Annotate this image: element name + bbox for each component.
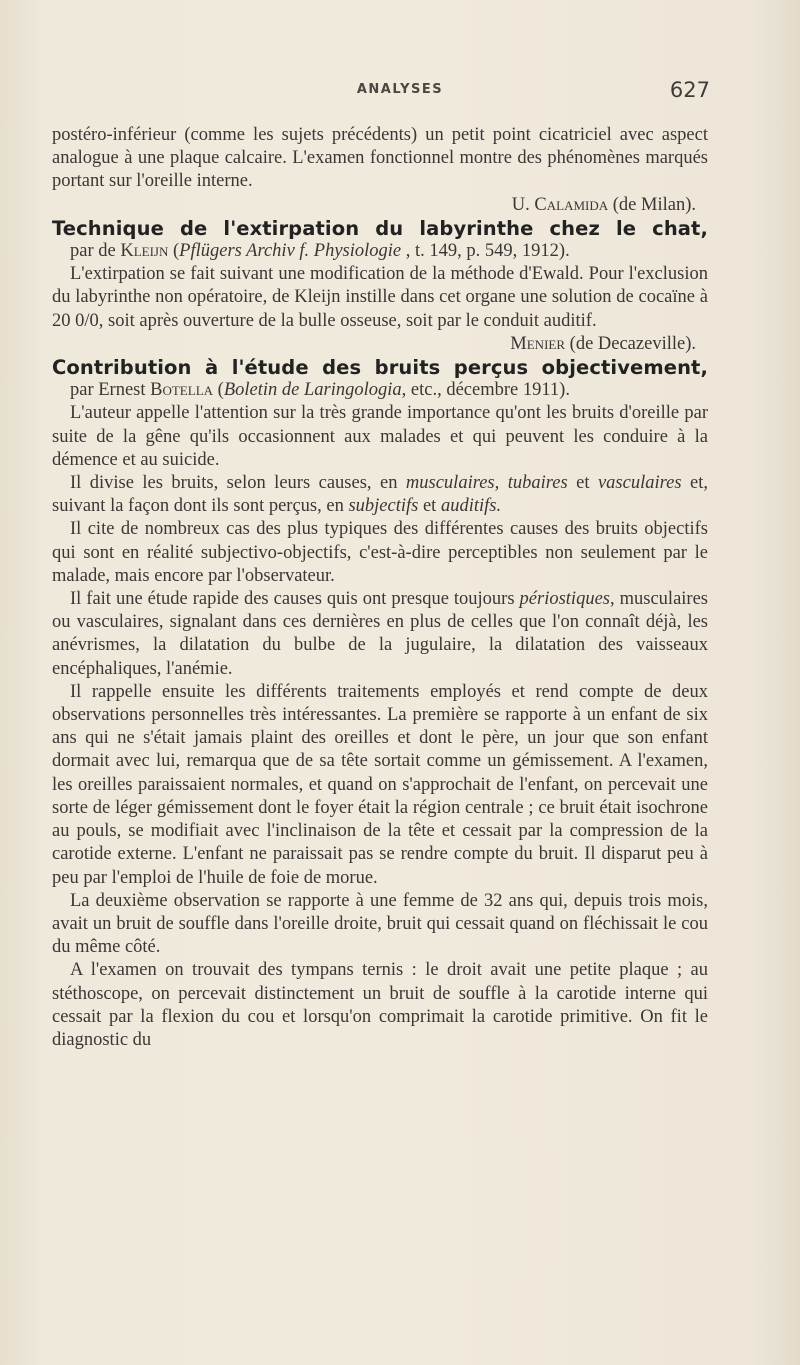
article-title: Technique de l'extirpation du labyrinthe chez le chat,: [52, 216, 708, 240]
signature-calamida: [52, 194, 708, 217]
page-body: [52, 124, 708, 1052]
italic-term: subjectifs: [348, 496, 419, 517]
page-number: 627: [669, 78, 710, 102]
paragraph: [52, 472, 708, 518]
paragraph: A l'examen on trouvait des tympans ternis : le droit avait une petite plaque ; au stéthoscope, on percevait distinctement un bruit de souffle à la carotide interne qui cessait par la flexion du cou et lorsqu'on comprimait la carotide primitive. On fit le diagnostic du: [52, 960, 708, 1050]
text-run: Il fait une étude rapide des causes quis ont presque toujours: [70, 589, 520, 610]
article-author: Botella: [150, 380, 214, 401]
article-title: Contribution à l'étude des bruits perçus objectivement,: [52, 356, 708, 380]
paragraph: La deuxième observation se rapporte à une femme de 32 ans qui, depuis trois mois, avait un bruit de souffle dans l'oreille droite, bruit qui cessait quand on fléchissait le cou du même côté.: [52, 890, 708, 958]
article-author: Kleijn: [120, 241, 169, 262]
text-run: et: [418, 496, 441, 517]
byline-prefix: par Ernest: [70, 380, 151, 401]
text-run: Il divise les bruits, selon leurs causes, en: [70, 473, 406, 494]
italic-term: musculaires, tubaires: [405, 473, 568, 494]
article-heading-bruits: [52, 356, 708, 402]
journal-name: Pflügers Archiv f. Physiologie: [179, 241, 402, 262]
signature-name: Calamida: [534, 194, 609, 215]
page-header: [0, 78, 800, 102]
signature-place: (de Decazeville).: [565, 333, 696, 354]
paren-open: (: [213, 380, 224, 401]
article-byline: [52, 241, 570, 261]
italic-term: auditifs.: [440, 496, 502, 517]
signature-initial: U.: [511, 194, 535, 215]
text-run: et, suivant la façon dont ils sont perçus, en: [52, 473, 708, 517]
italic-term: vasculaires: [597, 473, 682, 494]
paren-open: (: [168, 241, 180, 262]
italic-term: périostiques: [519, 589, 610, 610]
paragraph: Il cite de nombreux cas des plus typiques des différentes causes des bruits objectifs qui sont en réalité subjectivo-objectifs, c'est-à-dire perceptibles non seulement par le malade, mais encore par l'observateur.: [52, 519, 708, 586]
article-byline: [52, 380, 570, 400]
text-run: et: [567, 473, 598, 494]
paragraph: L'auteur appelle l'attention sur la très grande importance qu'ont les bruits d'oreille par suite de la gêne qu'ils occasionnent aux malades et qui peuvent les conduire à la démence et au suicide.: [52, 403, 708, 470]
paragraph-continued: postéro-inférieur (comme les sujets précédents) un petit point cicatriciel avec aspect analogue à une plaque calcaire. L'examen fonctionnel montre des phénomènes marqués portant sur l'oreille interne.: [52, 125, 708, 192]
signature-name: Menier: [510, 333, 566, 354]
journal-reference: , t. 149, p. 549, 1912).: [401, 241, 570, 262]
article-heading-labyrinthe: [52, 217, 708, 263]
journal-name: Boletin de Laringologia: [223, 380, 402, 401]
signature-menier: [52, 333, 708, 356]
text-run: , musculaires ou vasculaires, signalant dans ces dernières en plus de celles que l'on connaît déjà, les anévrismes, la dilatation du bulbe de la jugulaire, la dilatation des vaisseaux encéphaliques, l'anémie.: [52, 589, 708, 679]
journal-reference: , etc., décembre 1911).: [401, 380, 570, 401]
paragraph: [52, 588, 708, 681]
signature-place: (de Milan).: [608, 194, 696, 215]
paragraph: Il rappelle ensuite les différents traitements employés et rend compte de deux observations personnelles très intéressantes. La première se rapporte à un enfant de six ans qui ne s'était jamais plaint des oreilles et dont le père, un jour que son enfant dormait avec lui, remarqua que de sa tête sortait comme un gémissement. A l'examen, les oreilles paraissaient normales, et quand on s'approchait de l'enfant, on percevait une sorte de léger gémissement dont le foyer était la région centrale ; ce bruit était isochrone au pouls, se modifiait avec l'inclinaison de la tête et cessait par la compression de la carotide externe. L'enfant ne paraissait pas se rendre compte du bruit. Il disparut peu à peu par l'emploi de l'huile de foie de morue.: [52, 681, 708, 888]
byline-prefix: par de: [70, 241, 121, 262]
paragraph: L'extirpation se fait suivant une modification de la méthode d'Ewald. Pour l'exclusion du labyrinthe non opératoire, de Kleijn instille dans cet organe une solution de cocaïne à 20 0/0, soit après ouverture de la bulle osseuse, soit par le conduit auditif.: [52, 264, 708, 331]
running-head: ANALYSES: [356, 82, 444, 97]
